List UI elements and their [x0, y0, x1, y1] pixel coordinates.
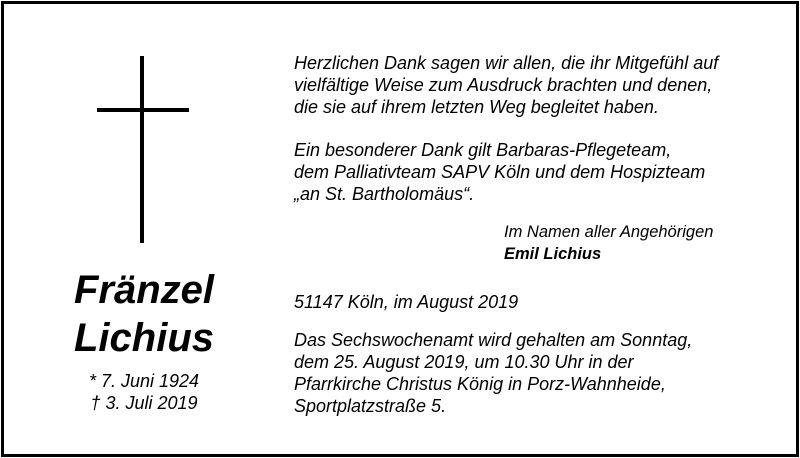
signature-name: Emil Lichius [504, 245, 602, 263]
text-line: vielfältige Weise zum Ausdruck brachten und denen, [294, 75, 713, 95]
service-notice [294, 329, 692, 417]
decedent-last-name: Lichius [73, 316, 215, 360]
signature-line: Im Namen aller Angehörigen [504, 223, 714, 241]
text-line: die sie auf ihrem letzten Weg begleitet haben. [294, 97, 659, 117]
decedent-first-name: Fränzel [73, 268, 215, 312]
place-date-text: 51147 Köln, im August 2019 [294, 292, 519, 312]
text-line: Sportplatzstraße 5. [294, 396, 447, 416]
cross-vertical-bar [140, 56, 144, 243]
death-date: † 3. Juli 2019 [90, 393, 198, 413]
text-line: dem 25. August 2019, um 10.30 Uhr in der [294, 352, 634, 372]
text-line: „an St. Bartholomäus“. [294, 184, 475, 204]
thanks-paragraph-1 [294, 52, 718, 118]
text-line: Ein besonderer Dank gilt Barbaras-Pflegeteam, [294, 140, 672, 160]
decedent-name [24, 266, 264, 362]
signature-block [504, 221, 713, 265]
text-line: dem Palliativteam SAPV Köln und dem Hospizteam [294, 162, 706, 182]
text-line: Herzlichen Dank sagen wir allen, die ihr Mitgefühl auf [294, 53, 719, 73]
life-dates [24, 370, 264, 414]
place-date [294, 291, 518, 313]
cross-horizontal-bar [97, 108, 189, 112]
latin-cross-icon [97, 56, 189, 243]
text-line: Das Sechswochenamt wird gehalten am Sonntag, [294, 330, 693, 350]
birth-date: * 7. Juni 1924 [88, 371, 200, 391]
text-line: Pfarrkirche Christus König in Porz-Wahnheide, [294, 374, 666, 394]
obituary-card [1, 1, 799, 457]
thanks-paragraph-2 [294, 139, 705, 205]
